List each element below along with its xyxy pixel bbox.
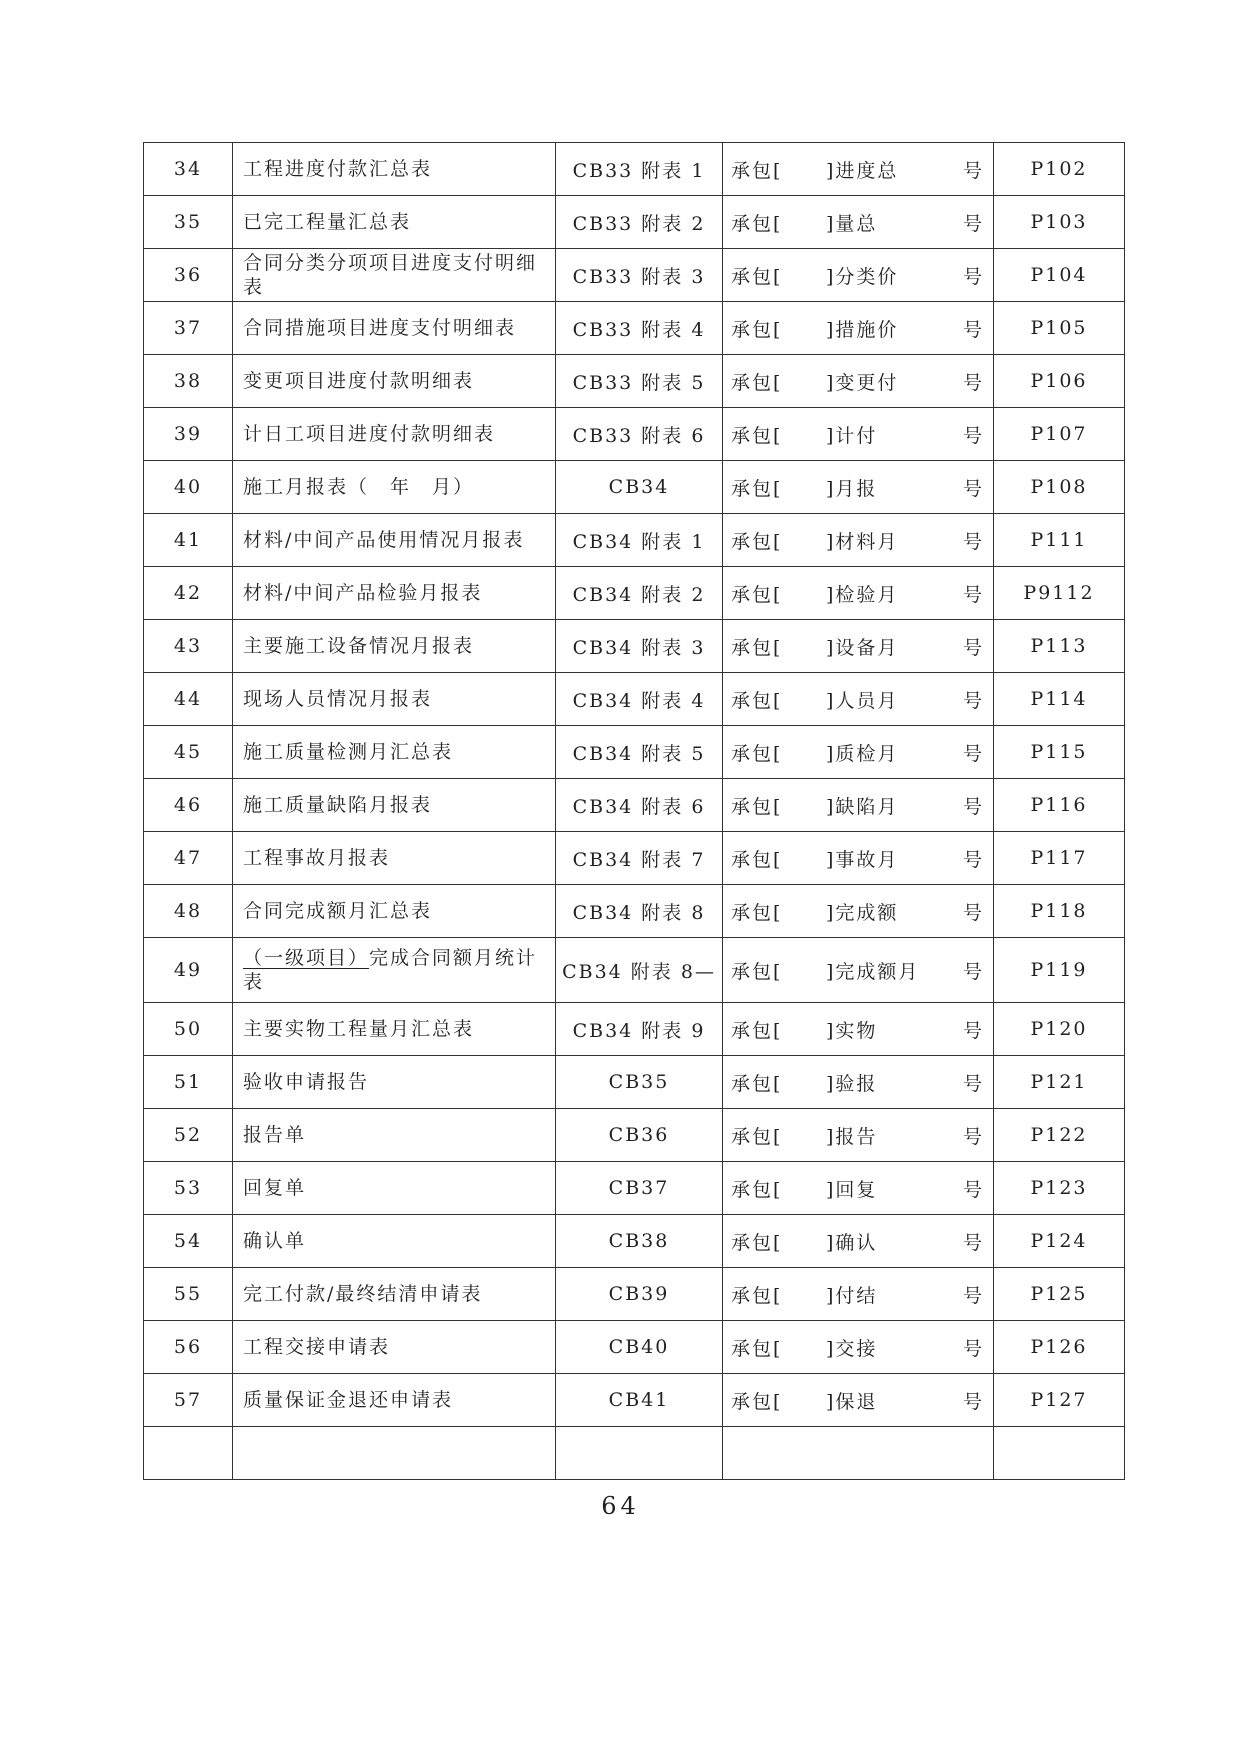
ref-suffix: 号 — [963, 424, 985, 447]
ref-label: ]月报 — [826, 477, 878, 500]
reference-number — [723, 302, 994, 355]
row-number: 51 — [144, 1056, 233, 1109]
form-index-table — [143, 142, 1125, 1480]
row-number: 37 — [144, 302, 233, 355]
ref-suffix: 号 — [963, 583, 985, 606]
ref-suffix: 号 — [963, 371, 985, 394]
reference-number — [723, 514, 994, 567]
ref-label: ]保退 — [826, 1390, 878, 1413]
ref-suffix: 号 — [963, 265, 985, 288]
page-ref: P116 — [994, 779, 1125, 832]
table-row — [144, 1056, 1125, 1109]
reference-number — [723, 461, 994, 514]
form-name: 主要实物工程量月汇总表 — [233, 1003, 556, 1056]
form-code: CB39 — [556, 1268, 723, 1321]
form-code: CB34 附表 3 — [556, 620, 723, 673]
form-name: 完工付款/最终结清申请表 — [233, 1268, 556, 1321]
form-code: CB33 附表 4 — [556, 302, 723, 355]
form-code: CB34 附表 5 — [556, 726, 723, 779]
reference-number — [723, 567, 994, 620]
table-row — [144, 408, 1125, 461]
row-number: 53 — [144, 1162, 233, 1215]
page-ref: P117 — [994, 832, 1125, 885]
ref-suffix: 号 — [963, 742, 985, 765]
ref-suffix: 号 — [963, 1390, 985, 1413]
ref-prefix: 承包[ — [731, 583, 783, 606]
form-name: 工程事故月报表 — [233, 832, 556, 885]
row-number: 52 — [144, 1109, 233, 1162]
reference-number — [723, 1215, 994, 1268]
ref-label: ]交接 — [826, 1337, 878, 1360]
reference-number — [723, 620, 994, 673]
reference-number — [723, 355, 994, 408]
page-ref: P105 — [994, 302, 1125, 355]
form-name: 质量保证金退还申请表 — [233, 1374, 556, 1427]
ref-suffix: 号 — [963, 848, 985, 871]
form-code: CB34 附表 6 — [556, 779, 723, 832]
ref-label: ]验报 — [826, 1072, 878, 1095]
ref-label: ]量总 — [826, 212, 878, 235]
ref-prefix: 承包[ — [731, 477, 783, 500]
ref-label: ]计付 — [826, 424, 878, 447]
table-row — [144, 938, 1125, 1003]
ref-suffix: 号 — [963, 1178, 985, 1201]
ref-prefix: 承包[ — [731, 960, 783, 983]
ref-suffix: 号 — [963, 212, 985, 235]
row-number: 54 — [144, 1215, 233, 1268]
reference-number — [723, 249, 994, 302]
ref-prefix: 承包[ — [731, 1178, 783, 1201]
page-ref: P9112 — [994, 567, 1125, 620]
form-code: CB33 附表 6 — [556, 408, 723, 461]
page-ref: P125 — [994, 1268, 1125, 1321]
table-row — [144, 514, 1125, 567]
page-ref: P106 — [994, 355, 1125, 408]
ref-label: ]缺陷月 — [826, 795, 899, 818]
row-number: 41 — [144, 514, 233, 567]
ref-label: ]进度总 — [826, 159, 899, 182]
empty-table-row — [144, 1427, 1125, 1480]
ref-prefix: 承包[ — [731, 1072, 783, 1095]
ref-suffix: 号 — [963, 1337, 985, 1360]
page-ref: P118 — [994, 885, 1125, 938]
page-ref: P122 — [994, 1109, 1125, 1162]
table-row — [144, 196, 1125, 249]
ref-suffix: 号 — [963, 795, 985, 818]
reference-number — [723, 143, 994, 196]
ref-label: ]确认 — [826, 1231, 878, 1254]
ref-prefix: 承包[ — [731, 1390, 783, 1413]
ref-label: ]质检月 — [826, 742, 899, 765]
form-code: CB37 — [556, 1162, 723, 1215]
form-name: 工程交接申请表 — [233, 1321, 556, 1374]
table-row — [144, 673, 1125, 726]
form-code: CB34 附表 2 — [556, 567, 723, 620]
reference-number — [723, 1109, 994, 1162]
form-code: CB34 附表 8— — [556, 938, 723, 1003]
page-ref: P123 — [994, 1162, 1125, 1215]
table-row — [144, 1268, 1125, 1321]
ref-label: ]分类价 — [826, 265, 899, 288]
row-number: 42 — [144, 567, 233, 620]
reference-number — [723, 196, 994, 249]
reference-number — [723, 1374, 994, 1427]
form-code: CB34 附表 8 — [556, 885, 723, 938]
table-row — [144, 1162, 1125, 1215]
ref-suffix: 号 — [963, 318, 985, 341]
empty-cell — [994, 1427, 1125, 1480]
ref-prefix: 承包[ — [731, 424, 783, 447]
row-number: 45 — [144, 726, 233, 779]
table-row — [144, 1321, 1125, 1374]
form-name: 变更项目进度付款明细表 — [233, 355, 556, 408]
page-number: 64 — [601, 1492, 640, 1520]
form-code: CB33 附表 3 — [556, 249, 723, 302]
reference-number — [723, 1056, 994, 1109]
form-name: 主要施工设备情况月报表 — [233, 620, 556, 673]
row-number: 39 — [144, 408, 233, 461]
ref-suffix: 号 — [963, 960, 985, 983]
table-row — [144, 461, 1125, 514]
page-ref: P113 — [994, 620, 1125, 673]
form-code: CB34 — [556, 461, 723, 514]
ref-prefix: 承包[ — [731, 1231, 783, 1254]
form-name: 验收申请报告 — [233, 1056, 556, 1109]
ref-suffix: 号 — [963, 636, 985, 659]
table-row — [144, 620, 1125, 673]
ref-prefix: 承包[ — [731, 530, 783, 553]
form-name — [233, 938, 556, 1003]
table-row — [144, 779, 1125, 832]
empty-cell — [556, 1427, 723, 1480]
ref-label: ]完成额 — [826, 901, 899, 924]
form-name-rest: 完成合同额月统计表 — [243, 947, 538, 993]
ref-prefix: 承包[ — [731, 1284, 783, 1307]
row-number: 49 — [144, 938, 233, 1003]
row-number: 36 — [144, 249, 233, 302]
form-name: 施工月报表（ 年 月） — [233, 461, 556, 514]
page-ref: P124 — [994, 1215, 1125, 1268]
ref-prefix: 承包[ — [731, 265, 783, 288]
form-name: 报告单 — [233, 1109, 556, 1162]
page-ref: P120 — [994, 1003, 1125, 1056]
form-code: CB35 — [556, 1056, 723, 1109]
ref-suffix: 号 — [963, 689, 985, 712]
table-row — [144, 249, 1125, 302]
reference-number — [723, 832, 994, 885]
project-level-label: （一级项目） — [243, 947, 370, 969]
ref-prefix: 承包[ — [731, 1337, 783, 1360]
ref-label: ]报告 — [826, 1125, 878, 1148]
empty-cell — [144, 1427, 233, 1480]
form-name: 材料/中间产品检验月报表 — [233, 567, 556, 620]
ref-prefix: 承包[ — [731, 848, 783, 871]
reference-number — [723, 1003, 994, 1056]
row-number: 38 — [144, 355, 233, 408]
form-code: CB36 — [556, 1109, 723, 1162]
page-ref: P103 — [994, 196, 1125, 249]
form-name: 确认单 — [233, 1215, 556, 1268]
row-number: 40 — [144, 461, 233, 514]
ref-suffix: 号 — [963, 1125, 985, 1148]
row-number: 44 — [144, 673, 233, 726]
ref-label: ]变更付 — [826, 371, 899, 394]
ref-prefix: 承包[ — [731, 689, 783, 712]
ref-label: ]事故月 — [826, 848, 899, 871]
reference-number — [723, 779, 994, 832]
form-name: 合同分类分项项目进度支付明细表 — [233, 249, 556, 302]
table-row — [144, 143, 1125, 196]
ref-prefix: 承包[ — [731, 636, 783, 659]
table-row — [144, 355, 1125, 408]
ref-prefix: 承包[ — [731, 212, 783, 235]
ref-suffix: 号 — [963, 1019, 985, 1042]
ref-prefix: 承包[ — [731, 159, 783, 182]
ref-label: ]设备月 — [826, 636, 899, 659]
ref-suffix: 号 — [963, 1284, 985, 1307]
page-ref: P111 — [994, 514, 1125, 567]
ref-prefix: 承包[ — [731, 795, 783, 818]
table-row — [144, 567, 1125, 620]
empty-cell — [233, 1427, 556, 1480]
page-ref: P114 — [994, 673, 1125, 726]
row-number: 50 — [144, 1003, 233, 1056]
ref-label: ]检验月 — [826, 583, 899, 606]
form-code: CB34 附表 7 — [556, 832, 723, 885]
ref-suffix: 号 — [963, 477, 985, 500]
ref-prefix: 承包[ — [731, 901, 783, 924]
page-ref: P127 — [994, 1374, 1125, 1427]
form-name: 合同完成额月汇总表 — [233, 885, 556, 938]
form-name: 施工质量检测月汇总表 — [233, 726, 556, 779]
reference-number — [723, 1162, 994, 1215]
form-code: CB41 — [556, 1374, 723, 1427]
form-name: 回复单 — [233, 1162, 556, 1215]
form-code: CB34 附表 9 — [556, 1003, 723, 1056]
ref-label: ]措施价 — [826, 318, 899, 341]
ref-suffix: 号 — [963, 1231, 985, 1254]
row-number: 47 — [144, 832, 233, 885]
reference-number — [723, 1321, 994, 1374]
form-code: CB33 附表 2 — [556, 196, 723, 249]
table-row — [144, 302, 1125, 355]
ref-label: ]人员月 — [826, 689, 899, 712]
form-name: 已完工程量汇总表 — [233, 196, 556, 249]
page-ref: P104 — [994, 249, 1125, 302]
ref-suffix: 号 — [963, 530, 985, 553]
ref-prefix: 承包[ — [731, 318, 783, 341]
form-name: 工程进度付款汇总表 — [233, 143, 556, 196]
ref-prefix: 承包[ — [731, 1019, 783, 1042]
page-ref: P119 — [994, 938, 1125, 1003]
ref-suffix: 号 — [963, 1072, 985, 1095]
ref-label: ]材料月 — [826, 530, 899, 553]
page-ref: P121 — [994, 1056, 1125, 1109]
form-code: CB34 附表 1 — [556, 514, 723, 567]
row-number: 56 — [144, 1321, 233, 1374]
table-row — [144, 726, 1125, 779]
form-code: CB40 — [556, 1321, 723, 1374]
ref-prefix: 承包[ — [731, 1125, 783, 1148]
row-number: 57 — [144, 1374, 233, 1427]
page-ref: P108 — [994, 461, 1125, 514]
form-code: CB38 — [556, 1215, 723, 1268]
page-ref: P126 — [994, 1321, 1125, 1374]
reference-number — [723, 1268, 994, 1321]
row-number: 43 — [144, 620, 233, 673]
form-name: 材料/中间产品使用情况月报表 — [233, 514, 556, 567]
table-row — [144, 832, 1125, 885]
form-code: CB33 附表 1 — [556, 143, 723, 196]
ref-prefix: 承包[ — [731, 371, 783, 394]
ref-label: ]回复 — [826, 1178, 878, 1201]
ref-suffix: 号 — [963, 901, 985, 924]
form-name: 合同措施项目进度支付明细表 — [233, 302, 556, 355]
ref-prefix: 承包[ — [731, 742, 783, 765]
row-number: 48 — [144, 885, 233, 938]
reference-number — [723, 673, 994, 726]
form-name: 计日工项目进度付款明细表 — [233, 408, 556, 461]
reference-number — [723, 726, 994, 779]
row-number: 34 — [144, 143, 233, 196]
reference-number — [723, 408, 994, 461]
ref-label: ]付结 — [826, 1284, 878, 1307]
row-number: 55 — [144, 1268, 233, 1321]
ref-label: ]完成额月 — [826, 960, 920, 983]
row-number: 35 — [144, 196, 233, 249]
form-name: 现场人员情况月报表 — [233, 673, 556, 726]
page-ref: P107 — [994, 408, 1125, 461]
row-number: 46 — [144, 779, 233, 832]
table-row — [144, 1374, 1125, 1427]
ref-label: ]实物 — [826, 1019, 878, 1042]
ref-suffix: 号 — [963, 159, 985, 182]
reference-number — [723, 885, 994, 938]
form-name: 施工质量缺陷月报表 — [233, 779, 556, 832]
form-code: CB34 附表 4 — [556, 673, 723, 726]
table-row — [144, 1003, 1125, 1056]
empty-cell — [723, 1427, 994, 1480]
table-row — [144, 1215, 1125, 1268]
page-ref: P102 — [994, 143, 1125, 196]
table-row — [144, 1109, 1125, 1162]
table-row — [144, 885, 1125, 938]
reference-number — [723, 938, 994, 1003]
form-code: CB33 附表 5 — [556, 355, 723, 408]
page-ref: P115 — [994, 726, 1125, 779]
